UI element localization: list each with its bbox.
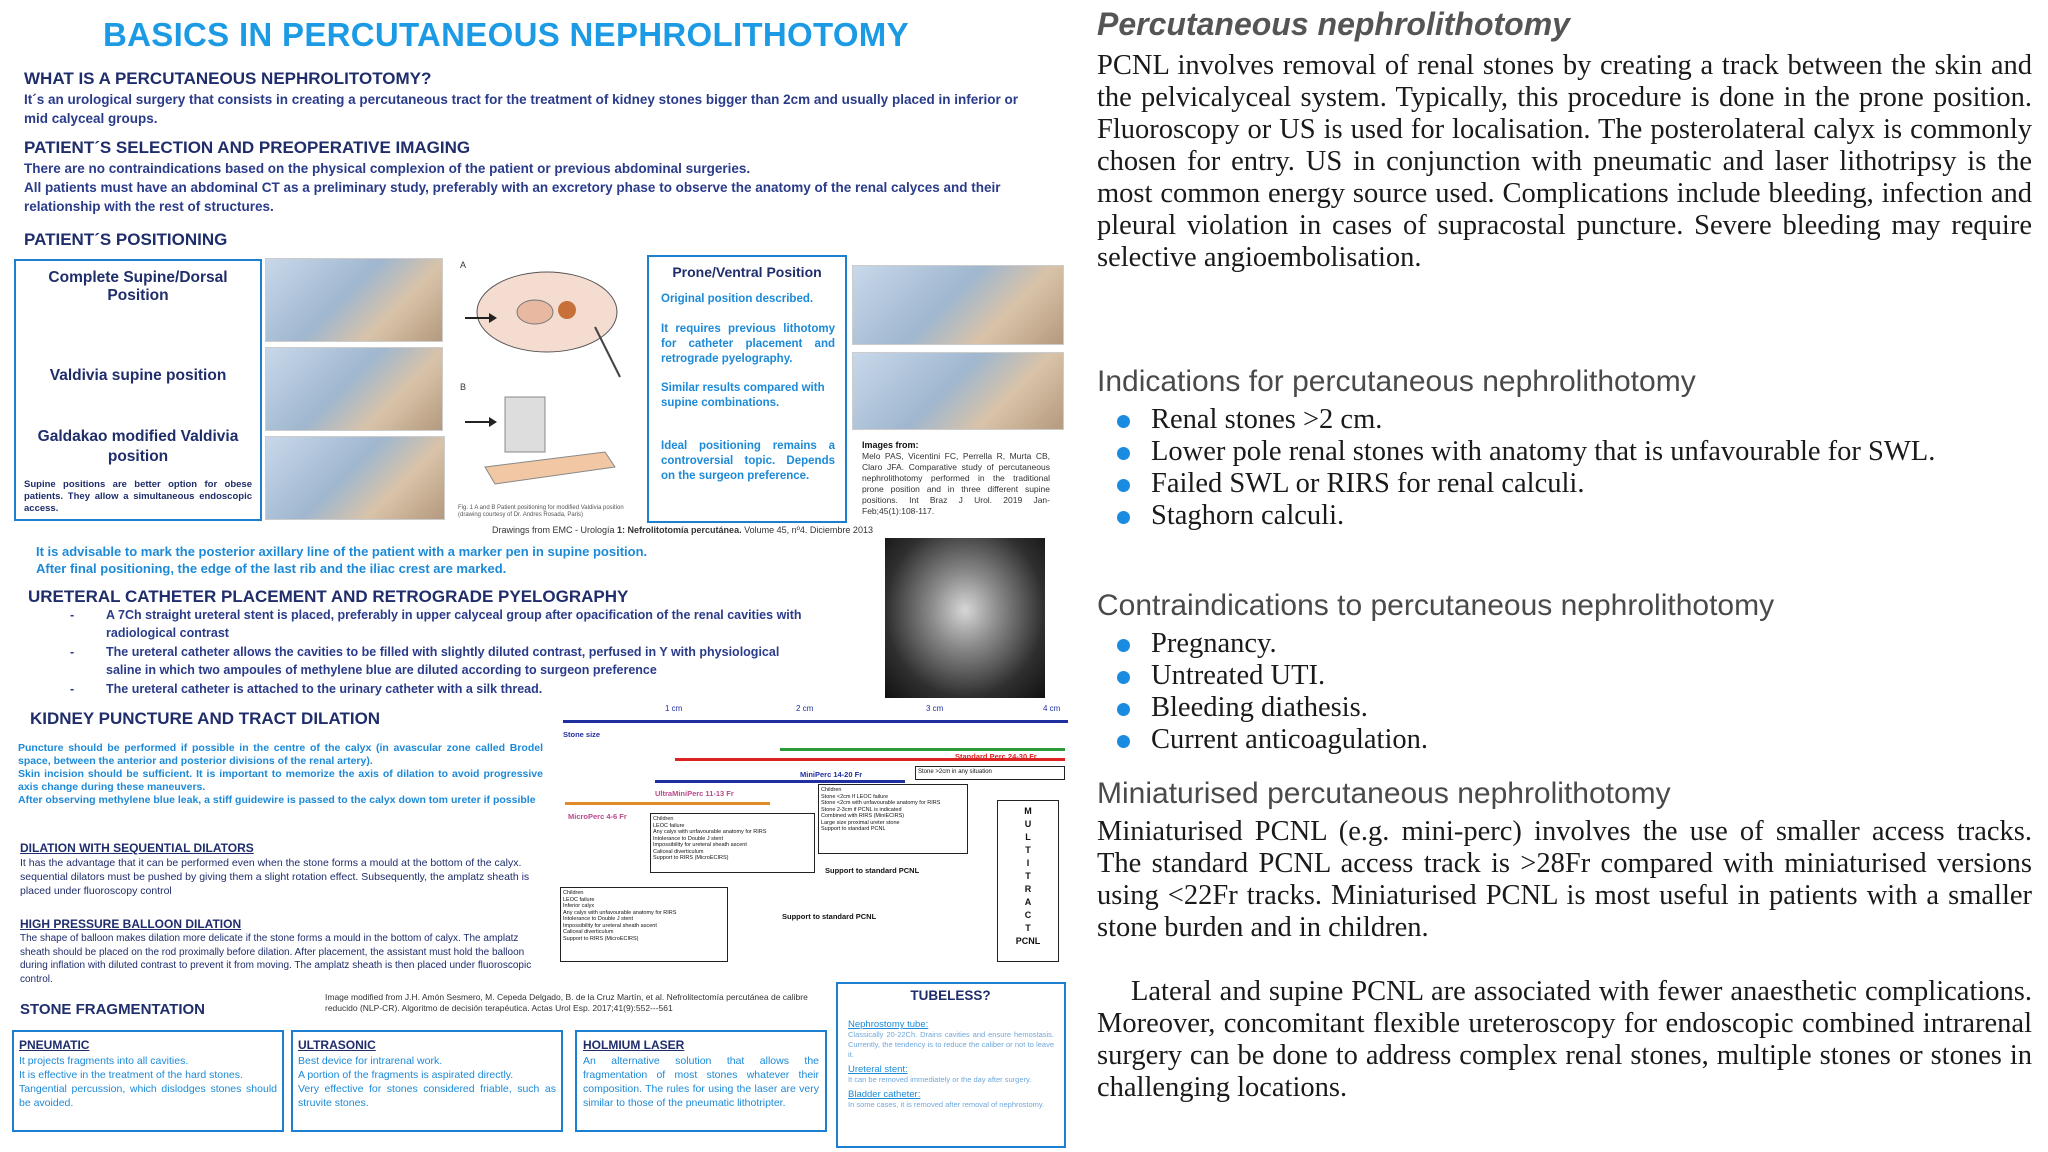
contraindication-text: Current anticoagulation. (1151, 724, 1428, 755)
micro-label: MicroPerc 4-6 Fr (568, 812, 627, 821)
photo-galdakao (265, 436, 445, 520)
s1-text: It´s an urological surgery that consists in creating a percutaneous tract for the treatment of kidney stones bigger than 2cm and usually placed in inferior or mid calyceal groups. (24, 92, 1018, 126)
photo-prone-1 (852, 265, 1064, 345)
hp-heading: HIGH PRESSURE BALLOON DILATION (20, 917, 242, 931)
support-label-1: Support to standard PCNL (825, 866, 920, 875)
fig-label-a: A (460, 260, 467, 270)
pneumatic-box (12, 1030, 284, 1132)
miniaturised-para-2: Lateral and supine PCNL are associated with fewer anaesthetic complications. Moreover, concomitant flexible ureteroscopy for endoscopic combined intrarenal surgery can be done to address complex renal stones, multiple stones or stones in challenging locations. (1097, 976, 2032, 1103)
miniaturised-heading: Miniaturised percutaneous nephrolithotomy (1097, 777, 1671, 810)
ultrasonic-title: ULTRASONIC (298, 1038, 376, 1052)
multitract-letter: C (1024, 910, 1032, 920)
drawings-credit-bold: 1: Nefrolitotomía percutánea. (617, 525, 742, 535)
kidney-drawing (455, 262, 635, 512)
contraindication-text: Untreated UTI. (1151, 660, 1326, 691)
bullet-icon (1117, 735, 1130, 748)
s1-heading: WHAT IS A PERCUTANEOUS NEPHROLITOTOMY? (24, 69, 432, 88)
indication-item (1097, 468, 2032, 500)
hp-text: The shape of balloon makes dilation more delicate if the stone forms a mould in the bottom of calyx. The amplatz sheath should be placed on the rod proximally before dilation. After placement, the assistant must hold the balloon during inflation with diluted contrast to prevent it from moving. The amplatz sheath is then placed under fluoroscopic control. (20, 933, 532, 985)
stone-any-box: Stone >2cm in any situation (915, 766, 1065, 780)
tick-3cm: 3 cm (926, 704, 944, 713)
bullet-icon (1117, 479, 1130, 492)
pos1-label: Complete Supine/Dorsal Position (48, 269, 228, 304)
indications-heading: Indications for percutaneous nephrolithotomy (1097, 365, 1696, 398)
indication-item (1097, 404, 2032, 436)
indications-list (1097, 404, 2032, 532)
prone-point-2: It requires previous lithotomy for catheter placement and retrograde pyelography. (661, 323, 835, 365)
s4-item: - The ureteral catheter is attached to the urinary catheter with a silk thread. (92, 680, 812, 698)
bullet-icon (1117, 639, 1130, 652)
pos3-label: Galdakao modified Valdivia position (37, 428, 239, 465)
s4-list (92, 606, 812, 698)
prone-point-1: Original position described. (661, 293, 814, 305)
fig-label-b: B (460, 382, 467, 392)
indication-item (1097, 436, 2032, 468)
bullet-icon (1117, 415, 1130, 428)
supine-note: Supine positions are better option for obese patients. They allow a simultaneous endoscopic access. (24, 479, 252, 514)
multitract-letter: L (1025, 832, 1031, 842)
seq-text: It has the advantage that it can be performed even when the stone forms a mould at the bottom of the calyx. sequential dilators must be pushed by giving them a slight rotation effect. Subsequently, the amplatz sheath is placed under fluoroscopy control (20, 857, 530, 897)
tick-1cm: 1 cm (665, 704, 683, 713)
bullet-icon (1117, 671, 1130, 684)
support-label-2: Support to standard PCNL (782, 912, 877, 921)
multitract-letter: U (1024, 819, 1032, 829)
contraindication-text: Pregnancy. (1151, 628, 1277, 659)
multitract-box (997, 800, 1059, 962)
s5-text3: After observing methylene blue leak, a stiff guidewire is passed to the calyx down tom ureter if possible (18, 794, 536, 806)
multitract-letter: I (1026, 858, 1030, 868)
miniperc-label: MiniPerc 14-20 Fr (800, 770, 863, 779)
indication-text: Staghorn calculi. (1151, 500, 1345, 531)
drawings-credit-post: Volume 45, nº4. Diciembre 2013 (744, 525, 873, 535)
bullet-icon (1117, 703, 1130, 716)
photo-supine (265, 258, 443, 342)
multitract-letter: T (1025, 871, 1031, 881)
bladder-catheter-text: In some cases, it is removed after removal of nephrostomy. (848, 1100, 1045, 1109)
ureteral-stent-title: Ureteral stent: (848, 1064, 908, 1075)
poster-title: BASICS IN PERCUTANEOUS NEPHROLITHOTOMY (103, 16, 909, 53)
textbook-page (1075, 0, 2048, 1152)
ultra-line (565, 802, 770, 805)
bullet-icon (1117, 447, 1130, 460)
diagram-credit: Image modified from J.H. Amón Sesmero, M. Cepeda Delgado, B. de la Cruz Martín, et al. Nefrolitectomía percutánea de calibre reducido (NLP-CR). Algoritmo de decisión terapéutica. Actas Urol Esp. 2017;41(9):552---561 (325, 992, 808, 1013)
multitract-letter: T (1025, 845, 1031, 855)
multitract-letter: R (1024, 884, 1032, 894)
bladder-catheter-title: Bladder catheter: (848, 1089, 921, 1100)
right-title: Percutaneous nephrolithotomy (1097, 6, 1570, 42)
miniaturised-para-1: Miniaturised PCNL (e.g. mini-perc) involves the use of smaller access tracks. The standard PCNL access track is >28Fr compared with miniaturised versions using <22Fr tracks. Miniaturised PCNL is most useful in patients with a smaller stone burden and in children. (1097, 816, 2032, 943)
s5-blue-text (18, 742, 543, 807)
indication-item (1097, 500, 2032, 532)
pos2-label: Valdivia supine position (49, 367, 227, 384)
indication-text: Failed SWL or RIRS for renal calculi. (1151, 468, 1585, 499)
indication-text: Lower pole renal stones with anatomy that is unfavourable for SWL. (1151, 436, 1936, 467)
prone-box (647, 255, 847, 523)
s6-heading: STONE FRAGMENTATION (20, 1001, 205, 1018)
ureteral-stent-text: It can be removed immediately or the day after surgery. (848, 1075, 1032, 1084)
contraindication-item (1097, 724, 2032, 756)
prone-point-3: Similar results compared with supine combinations. (661, 382, 825, 409)
seq-heading: DILATION WITH SEQUENTIAL DILATORS (20, 841, 254, 855)
children-box-1: Children Stone <2cm If LEOC failure Stone <2cm with unfavourable anatomy for RIRS Stone 2-3cm if PCNL is indicated Combined with RIRS (MiniECIRS) Large size proximal ureter stone Support to standard PCNL (818, 784, 968, 854)
images-from-text: Melo PAS, Vicentini FC, Perrella R, Murta CB, Claro JFA. Comparative study of percutaneous nephrolithotomy performed in the traditional prone position and in three different supine positions. Int Braz J Urol. 2019 Jan-Feb;45(1):108-117. (862, 451, 1050, 516)
drawings-credit-pre: Drawings from EMC - Urología (492, 525, 615, 535)
multitract-letter: A (1024, 897, 1032, 907)
contraindication-item (1097, 692, 2032, 724)
tubeless-title: TUBELESS? (910, 988, 991, 1003)
indication-text: Renal stones >2 cm. (1151, 404, 1383, 435)
drawings-credit (492, 525, 873, 535)
fig-caption: Fig. 1 A and B Patient positioning for modified Valdivia position (drawing courtesy of Dr. Andres Rosada, Paris) (458, 505, 624, 518)
stone-size-label: Stone size (563, 730, 601, 739)
s2-text1: There are no contraindications based on the physical complexion of the patient or previous abdominal surgeries. (24, 161, 751, 176)
tick-4cm: 4 cm (1043, 704, 1061, 713)
miniperc-line (655, 780, 905, 783)
s5-text1: Puncture should be performed if possible in the centre of the calyx (in avascular zone called Brodel space, between the anterior and posterior divisions of the renal artery). (18, 742, 543, 767)
images-from-label: Images from: (862, 440, 919, 450)
nephrostomy-text: Classically 20-22Ch. Drains cavities and ensure hemostasis. Currently, the tendency is to reduce the caliber or not to leave it. (848, 1030, 1054, 1059)
pneumatic-text: It projects fragments into all cavities. It is effective in the treatment of the hard stones. Tangential percussion, which dislodges stones should be avoided. (19, 1055, 277, 1109)
s5-text2: Skin incision should be sufficient. It is important to memorize the axis of dilation to avoid progressive axis change during these maneuvers. (18, 768, 543, 793)
ultrasonic-box (291, 1030, 563, 1132)
mark-note-2: After final positioning, the edge of the last rib and the iliac crest are marked. (36, 561, 507, 576)
children-box-3: Children LEOC failure Inferior calyx Any calyx with unfavourable anatomy for RIRS Intolerance to Double J stent Impossibility for ureteral sheath ascent Caliceal diverticulum Support to RIRS (MicroECIRS) (560, 887, 728, 962)
contraindication-item (1097, 660, 2032, 692)
s4-item: - A 7Ch straight ureteral stent is placed, preferably in upper calyceal group after opacification of the renal cavities with radiological contrast (92, 606, 812, 642)
holmium-text: An alternative solution that allows the fragmentation of most stones whatever their composition. The rules for using the laser are very similar to those of the pneumatic lithotripter. (583, 1055, 819, 1109)
holmium-title: HOLMIUM LASER (583, 1038, 685, 1052)
mark-note-1: It is advisable to mark the posterior axillary line of the patient with a marker pen in supine position. (36, 544, 648, 559)
s5-heading: KIDNEY PUNCTURE AND TRACT DILATION (30, 709, 381, 728)
green-line (780, 748, 1065, 751)
s2-text2: All patients must have an abdominal CT as a preliminary study, preferably with an excretory phase to observe the anatomy of the renal calyces and their relationship with the rest of structures. (24, 180, 1001, 214)
photo-valdivia (265, 347, 443, 431)
tubeless-content (848, 1019, 1054, 1110)
stone-size-axis (563, 720, 1068, 723)
prone-title: Prone/Ventral Position (672, 264, 822, 280)
holmium-box (575, 1030, 827, 1132)
tick-2cm: 2 cm (796, 704, 814, 713)
pyelography-xray (885, 538, 1045, 698)
multitract-letter: M (1024, 806, 1032, 816)
tubeless-box (836, 982, 1066, 1148)
right-body: PCNL involves removal of renal stones by creating a track between the skin and the pelvicalyceal system. Typically, this procedure is done in the prone position. Fluoroscopy or US is used for localisation. The posterolateral calyx is commonly chosen for entry. US in conjunction with pneumatic and laser lithotripsy is the most common energy source used. Complications include bleeding, infection and pleural violation in cases of supracostal puncture. Severe bleeding may require selective angioembolisation. (1097, 50, 2032, 273)
prone-point-4: Ideal positioning remains a controversial topic. Depends on the surgeon preference. (661, 440, 835, 482)
contraindications-list (1097, 628, 2032, 756)
pneumatic-title: PNEUMATIC (19, 1038, 90, 1052)
bullet-icon (1117, 511, 1130, 524)
supine-positions-box (14, 259, 262, 521)
multitract-letter: T (1025, 923, 1031, 933)
s4-item: - The ureteral catheter allows the cavities to be filled with slightly diluted contrast, perfused in Y with physiological saline in which two ampoules of methylene blue are diluted according to surgeon preference (92, 643, 812, 679)
s2-heading: PATIENT´S SELECTION AND PREOPERATIVE IMAGING (24, 138, 471, 157)
ultrasonic-text: Best device for intrarenal work. A portion of the fragments is aspirated directly. Very effective for stones considered friable, such as struvite stones. (298, 1055, 556, 1109)
pcnl-label: PCNL (1015, 936, 1041, 946)
photo-prone-2 (852, 352, 1064, 430)
contraindication-text: Bleeding diathesis. (1151, 692, 1368, 723)
ultra-label: UltraMiniPerc 11-13 Fr (655, 789, 734, 798)
contraindication-item (1097, 628, 2032, 660)
s3-heading: PATIENT´S POSITIONING (24, 230, 228, 249)
contraindications-heading: Contraindications to percutaneous nephrolithotomy (1097, 589, 1775, 622)
s4-heading: URETERAL CATHETER PLACEMENT AND RETROGRADE PYELOGRAPHY (28, 587, 629, 606)
children-box-2: Children LEOC failure Any calyx with unfavourable anatomy for RIRS Intolerance to Double J stent Impossibility for ureteral sheath ascent Caliceal diverticulum Support to RIRS (MicroECIRS) (650, 813, 815, 873)
nephrostomy-title: Nephrostomy tube: (848, 1019, 929, 1030)
tract-size-diagram (560, 700, 1070, 965)
standard-label: Standard Perc 24-30 Fr (955, 752, 1037, 761)
